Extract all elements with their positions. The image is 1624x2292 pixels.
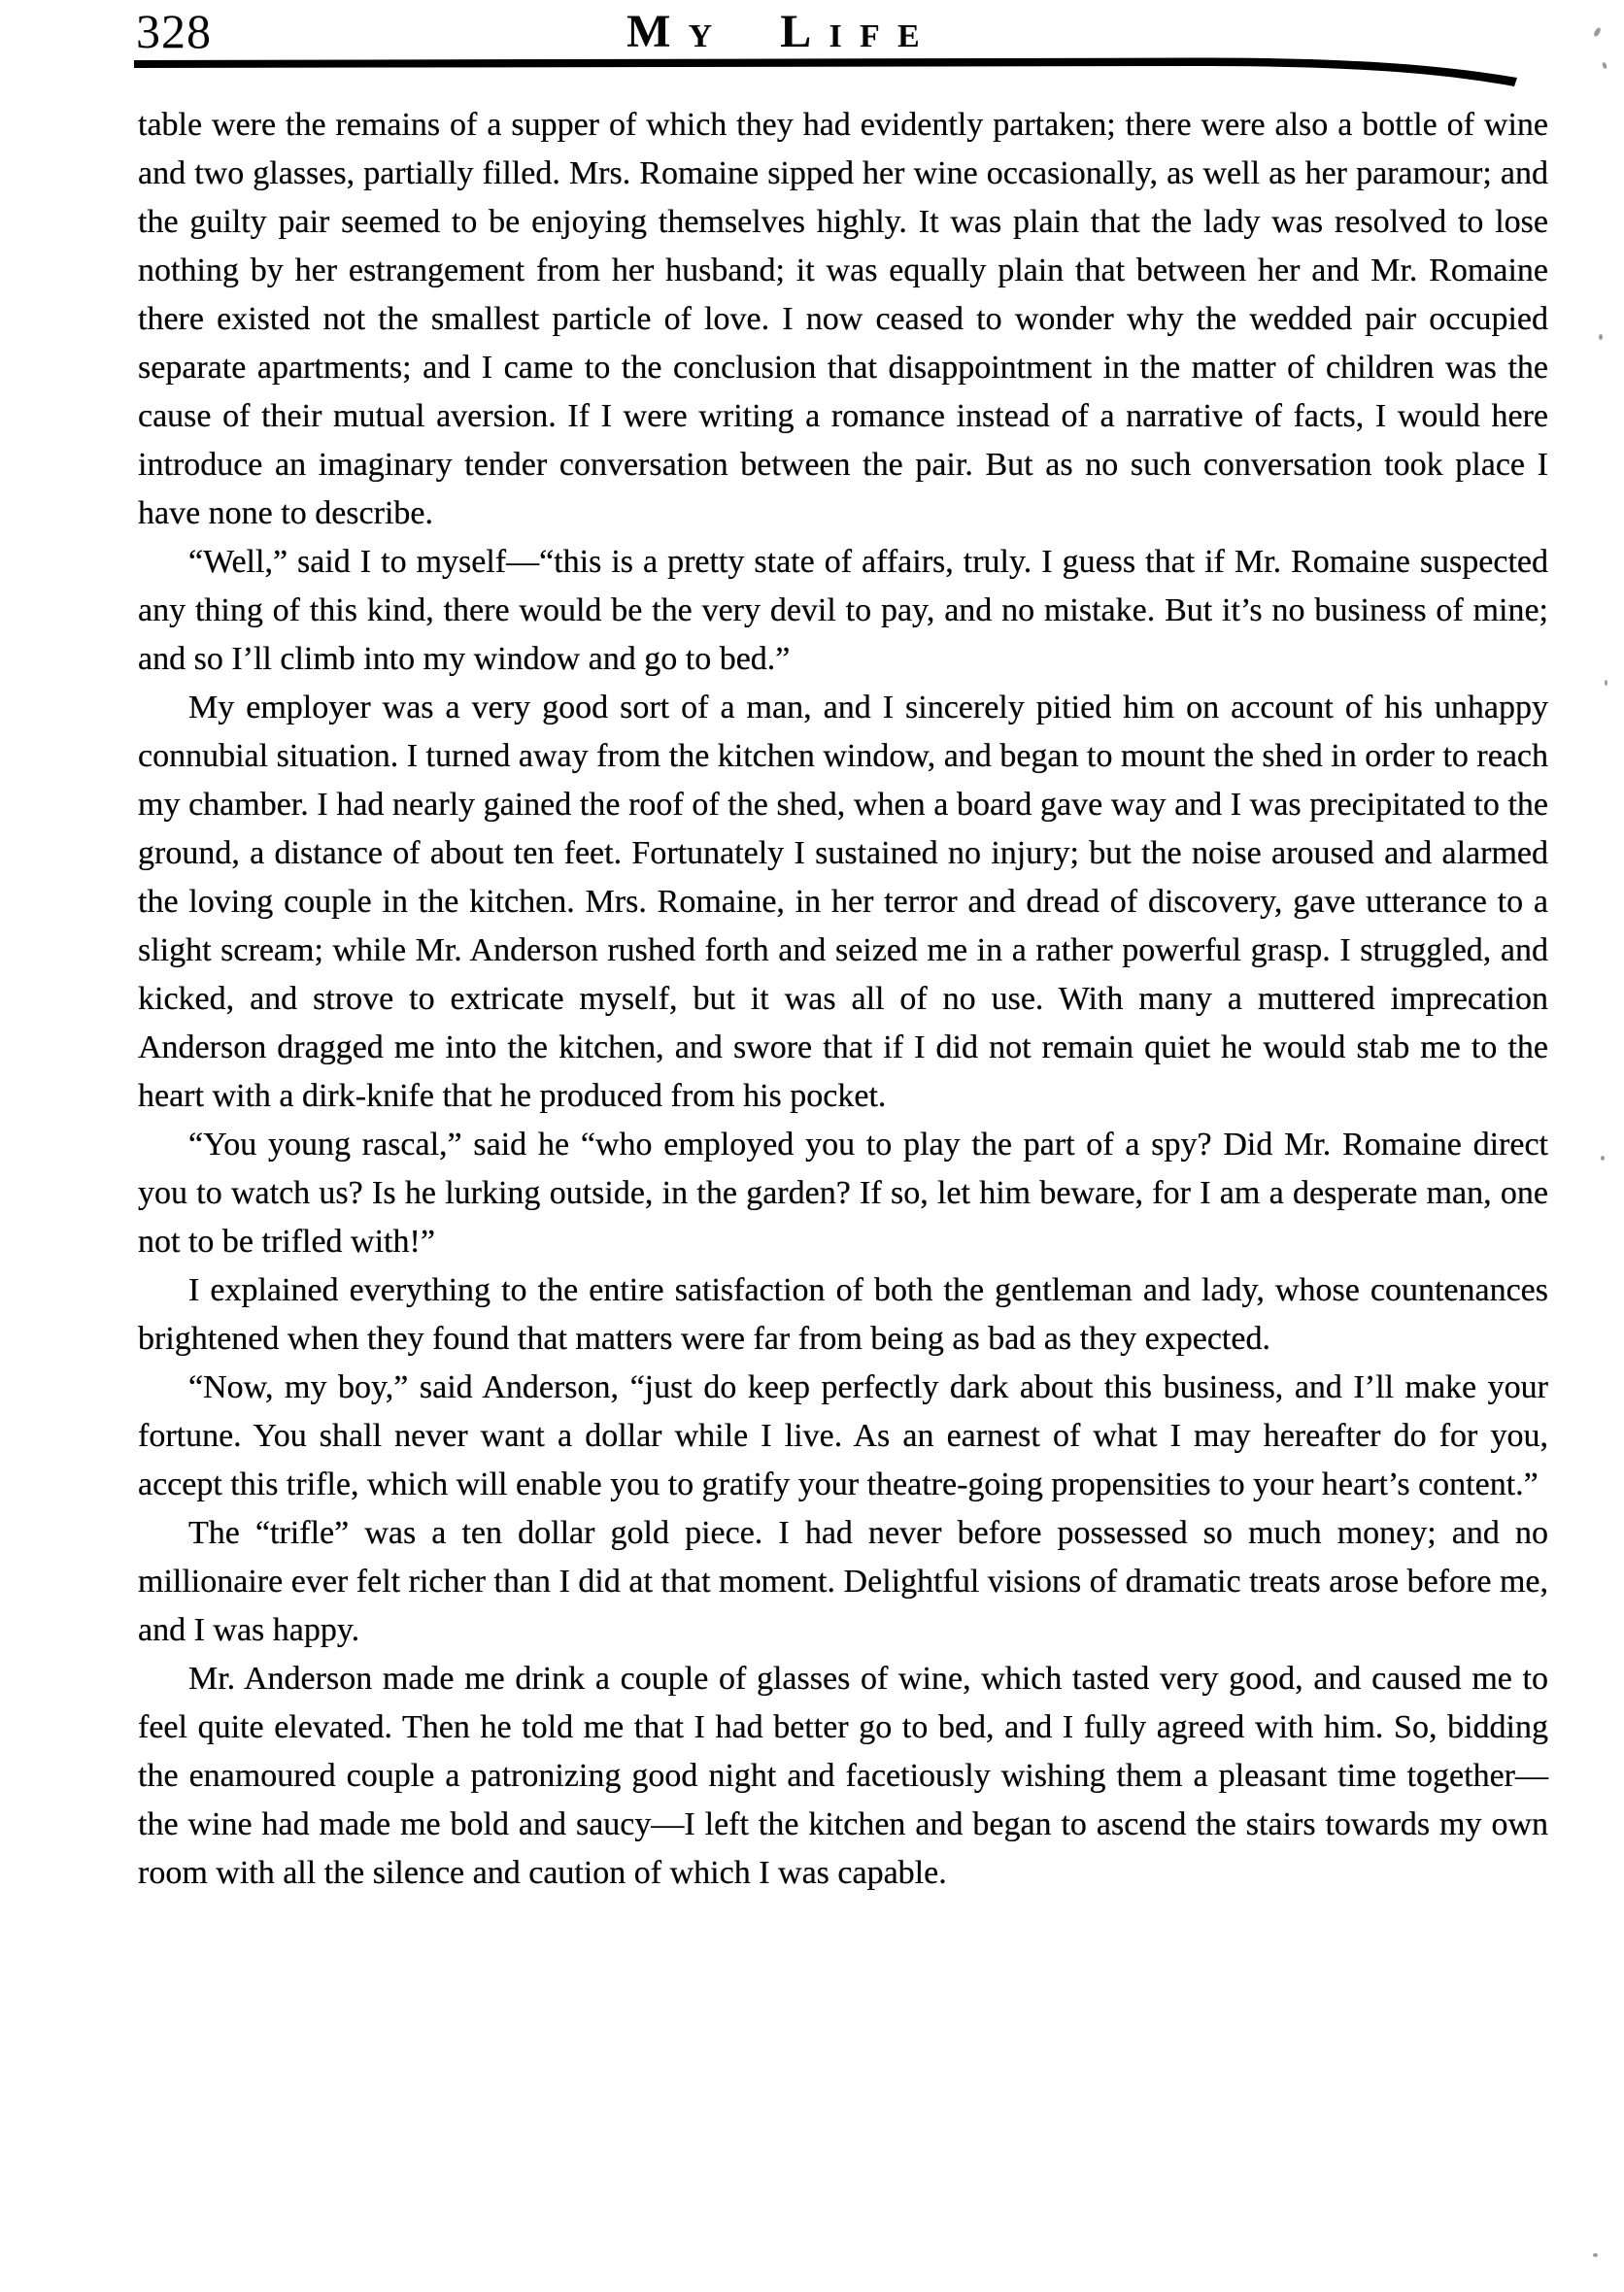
header-rule (134, 54, 1556, 93)
paragraph-2: “Well,” said I to myself—“this is a pretty state of affairs, truly. I guess that if Mr. Romaine suspected any thing of this kind, there would be the very devil to pay, and no mistake. But it’s no business of mine; and so I’ll climb into my window and go to bed.” (138, 544, 1548, 677)
paragraph-3: My employer was a very good sort of a man, and I sincerely pitied him on account of his unhappy connubial situation. I turned away from the kitchen window, and began to mount the shed in order to reach my chamber. I had nearly gained the roof of the shed, when a board gave way and I was precipitated to the ground, a distance of about ten feet. Fortunately I sustained no injury; but the noise aroused and alarmed the loving couple in the kitchen. Mrs. Romaine, in her terror and dread of discovery, gave utterance to a slight scream; while Mr. Anderson rushed forth and seized me in a rather powerful grasp. I struggled, and kicked, and strove to extricate myself, but it was all of no use. With many a muttered imprecation Anderson dragged me into the kitchen, and swore that if I did not remain quiet he would stab me to the heart with a dirk-knife that he produced from his pocket. (138, 690, 1548, 1114)
page-body (138, 101, 1548, 1898)
page-number: 328 (136, 4, 212, 58)
scan-speck (1602, 62, 1607, 70)
paragraph-1: table were the remains of a supper of which they had evidently partaken; there were also a bottle of wine and two glasses, partially filled. Mrs. Romaine sipped her wine occasionally, as well as her paramour; and the guilty pair seemed to be enjoying themselves highly. It was plain that the lady was resolved to lose nothing by her estrangement from her husband; it was equally plain that between her and Mr. Romaine there existed not the smallest particle of love. I now ceased to wonder why the wedded pair occupied separate apartments; and I came to the conclusion that disappointment in the matter of children was the cause of their mutual aversion. If I were writing a romance instead of a narrative of facts, I would here introduce an imaginary tender conversation between the pair. But as no such conversation took place I have none to describe. (138, 107, 1548, 531)
paragraph-4: “You young rascal,” said he “who employed you to play the part of a spy? Did Mr. Romaine direct you to watch us? Is he lurking outside, in the garden? If so, let him beware, for I am a desperate man, one not to be trifled with!” (138, 1127, 1548, 1260)
page-header (136, 6, 1554, 60)
running-title: My Life (626, 6, 937, 57)
scan-speck (1601, 1156, 1605, 1161)
scan-speck (1599, 334, 1603, 340)
paragraph-6: “Now, my boy,” said Anderson, “just do keep perfectly dark about this business, and I’ll make your fortune. You shall never want a dollar while I live. As an earnest of what I may hereafter do for you, accept this trifle, which will enable you to gratify your theatre-going propensities to your heart’s content.” (138, 1369, 1548, 1502)
scan-speck (1605, 680, 1607, 686)
scan-speck (1593, 26, 1602, 37)
paragraph-7: The “trifle” was a ten dollar gold piece. I had never before possessed so much money; and no millionaire ever felt richer than I did at that moment. Delightful visions of dramatic treats arose before me, and I was happy. (138, 1515, 1548, 1648)
paragraph-5: I explained everything to the entire satisfaction of both the gentleman and lady, whose countenances brightened when they found that matters were far from being as bad as they expected. (138, 1272, 1548, 1357)
scan-speck (1593, 2253, 1598, 2257)
paragraph-8: Mr. Anderson made me drink a couple of glasses of wine, which tasted very good, and caused me to feel quite elevated. Then he told me that I had better go to bed, and I fully agreed with him. So, bidding the enamoured couple a patronizing good night and facetiously wishing them a pleasant time together—the wine had made me bold and saucy—I left the kitchen and began to ascend the stairs towards my own room with all the silence and caution of which I was capable. (138, 1661, 1548, 1891)
